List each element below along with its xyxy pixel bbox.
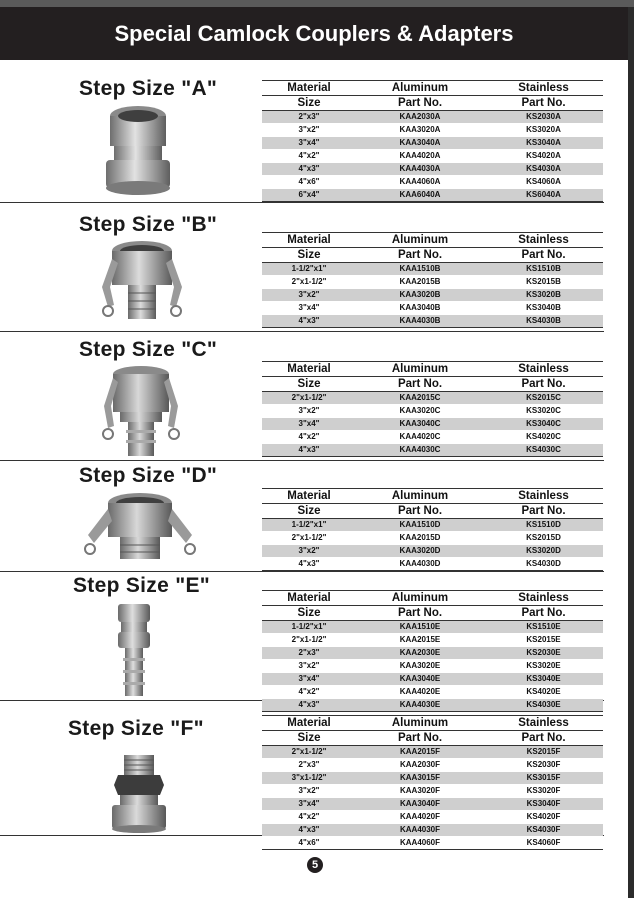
- cell-aluminum: KAA6040A: [356, 189, 484, 202]
- header-part-no: Part No.: [356, 731, 484, 746]
- cell-size: 4"x3": [262, 444, 356, 457]
- page-title: Special Camlock Couplers & Adapters: [0, 7, 628, 60]
- cell-aluminum: KAA4020A: [356, 150, 484, 163]
- cell-size: 3"x2": [262, 545, 356, 558]
- header-part-no: Part No.: [484, 248, 603, 263]
- right-edge-bar: [628, 7, 634, 898]
- header-size: Size: [262, 96, 356, 111]
- cell-stainless: KS2015B: [484, 276, 603, 289]
- header-part-no: Part No.: [356, 248, 484, 263]
- cell-stainless: KS1510B: [484, 263, 603, 276]
- parts-table-d: [262, 488, 603, 571]
- cell-stainless: KS4060F: [484, 837, 603, 850]
- table-row: [262, 759, 603, 772]
- cell-stainless: KS3020E: [484, 660, 603, 673]
- table-row: [262, 176, 603, 189]
- cell-size: 4"x2": [262, 431, 356, 444]
- cell-size: 6"x4": [262, 189, 356, 202]
- cell-aluminum: KAA2015E: [356, 634, 484, 647]
- cell-stainless: KS3040E: [484, 673, 603, 686]
- table-row: [262, 392, 603, 405]
- top-strip: [0, 0, 634, 7]
- cell-size: 3"x1-1/2": [262, 772, 356, 785]
- header-part-no: Part No.: [484, 96, 603, 111]
- table-row: [262, 111, 603, 124]
- section-step-d: [0, 461, 604, 572]
- cell-stainless: KS2015C: [484, 392, 603, 405]
- cell-aluminum: KAA4020F: [356, 811, 484, 824]
- header-part-no: Part No.: [356, 606, 484, 621]
- cell-size: 4"x2": [262, 811, 356, 824]
- cell-stainless: KS2030A: [484, 111, 603, 124]
- cell-aluminum: KAA3040A: [356, 137, 484, 150]
- table-row: [262, 621, 603, 634]
- cell-aluminum: KAA4030F: [356, 824, 484, 837]
- cell-stainless: KS3020B: [484, 289, 603, 302]
- header-aluminum: Aluminum: [356, 716, 484, 731]
- table-row: [262, 545, 603, 558]
- header-aluminum: Aluminum: [356, 489, 484, 504]
- cell-stainless: KS2015F: [484, 746, 603, 759]
- cell-stainless: KS3020F: [484, 785, 603, 798]
- cell-stainless: KS3040F: [484, 798, 603, 811]
- table-row: [262, 798, 603, 811]
- header-size: Size: [262, 248, 356, 263]
- header-aluminum: Aluminum: [356, 81, 484, 96]
- cell-aluminum: KAA2030A: [356, 111, 484, 124]
- cell-stainless: KS4030F: [484, 824, 603, 837]
- table-row: [262, 405, 603, 418]
- section-step-e: [0, 572, 604, 709]
- cell-stainless: KS6040A: [484, 189, 603, 202]
- cell-stainless: KS4020A: [484, 150, 603, 163]
- header-size: Size: [262, 731, 356, 746]
- table-row: [262, 150, 603, 163]
- header-part-no: Part No.: [484, 606, 603, 621]
- header-part-no: Part No.: [356, 96, 484, 111]
- cell-stainless: KS3015F: [484, 772, 603, 785]
- cell-stainless: KS4020E: [484, 686, 603, 699]
- cell-aluminum: KAA4030B: [356, 315, 484, 328]
- header-material: Material: [262, 233, 356, 248]
- parts-table-a: [262, 80, 603, 202]
- cell-size: 4"x3": [262, 163, 356, 176]
- table-row: [262, 276, 603, 289]
- cell-aluminum: KAA4030E: [356, 699, 484, 712]
- table-row: [262, 263, 603, 276]
- step-title: Step Size "B": [79, 213, 218, 236]
- cell-stainless: KS2030F: [484, 759, 603, 772]
- cell-size: 4"x6": [262, 176, 356, 189]
- table-row: [262, 519, 603, 532]
- cell-size: 4"x3": [262, 824, 356, 837]
- cell-size: 1-1/2"x1": [262, 519, 356, 532]
- cell-aluminum: KAA1510E: [356, 621, 484, 634]
- header-material: Material: [262, 362, 356, 377]
- cell-aluminum: KAA3020C: [356, 405, 484, 418]
- header-aluminum: Aluminum: [356, 591, 484, 606]
- cell-stainless: KS2015D: [484, 532, 603, 545]
- table-row: [262, 837, 603, 850]
- header-part-no: Part No.: [484, 504, 603, 519]
- section-step-a: [0, 60, 604, 203]
- header-aluminum: Aluminum: [356, 233, 484, 248]
- cell-stainless: KS4030E: [484, 699, 603, 712]
- header-stainless: Stainless: [484, 233, 603, 248]
- cell-size: 4"x3": [262, 699, 356, 712]
- cell-size: 4"x6": [262, 837, 356, 850]
- header-stainless: Stainless: [484, 591, 603, 606]
- cell-size: 3"x2": [262, 405, 356, 418]
- cell-size: 1-1/2"x1": [262, 263, 356, 276]
- header-material: Material: [262, 489, 356, 504]
- coupler-photo-f-icon: [104, 753, 174, 833]
- cell-aluminum: KAA3020F: [356, 785, 484, 798]
- cell-stainless: KS4020F: [484, 811, 603, 824]
- parts-table-f: [262, 715, 603, 850]
- table-row: [262, 137, 603, 150]
- step-title: Step Size "D": [79, 464, 218, 487]
- section-step-f: [0, 701, 604, 847]
- table-row: [262, 824, 603, 837]
- cell-aluminum: KAA2015B: [356, 276, 484, 289]
- cell-size: 3"x4": [262, 302, 356, 315]
- header-stainless: Stainless: [484, 81, 603, 96]
- cell-stainless: KS3040C: [484, 418, 603, 431]
- cell-size: 2"x3": [262, 111, 356, 124]
- header-size: Size: [262, 606, 356, 621]
- table-row: [262, 647, 603, 660]
- cell-aluminum: KAA3020D: [356, 545, 484, 558]
- table-row: [262, 634, 603, 647]
- cell-aluminum: KAA2030F: [356, 759, 484, 772]
- cell-stainless: KS3020D: [484, 545, 603, 558]
- table-row: [262, 785, 603, 798]
- header-part-no: Part No.: [484, 377, 603, 392]
- cell-size: 1-1/2"x1": [262, 621, 356, 634]
- cell-size: 3"x2": [262, 785, 356, 798]
- cell-aluminum: KAA2030E: [356, 647, 484, 660]
- table-row: [262, 124, 603, 137]
- cell-aluminum: KAA3040C: [356, 418, 484, 431]
- cell-size: 2"x1-1/2": [262, 392, 356, 405]
- table-row: [262, 558, 603, 571]
- cell-stainless: KS3020A: [484, 124, 603, 137]
- cell-aluminum: KAA1510D: [356, 519, 484, 532]
- cell-aluminum: KAA3020E: [356, 660, 484, 673]
- cell-size: 2"x3": [262, 759, 356, 772]
- coupler-photo-c-icon: [98, 364, 184, 458]
- header-part-no: Part No.: [484, 731, 603, 746]
- header-stainless: Stainless: [484, 362, 603, 377]
- header-part-no: Part No.: [356, 504, 484, 519]
- table-row: [262, 532, 603, 545]
- cell-aluminum: KAA3020A: [356, 124, 484, 137]
- step-title: Step Size "F": [68, 717, 204, 740]
- cell-size: 2"x1-1/2": [262, 634, 356, 647]
- cell-aluminum: KAA3040E: [356, 673, 484, 686]
- cell-stainless: KS2030E: [484, 647, 603, 660]
- section-step-c: [0, 332, 604, 461]
- step-title: Step Size "C": [79, 338, 218, 361]
- table-row: [262, 660, 603, 673]
- table-row: [262, 686, 603, 699]
- header-material: Material: [262, 81, 356, 96]
- cell-stainless: KS1510E: [484, 621, 603, 634]
- header-stainless: Stainless: [484, 489, 603, 504]
- cell-aluminum: KAA2015D: [356, 532, 484, 545]
- table-row: [262, 811, 603, 824]
- cell-size: 3"x2": [262, 124, 356, 137]
- cell-aluminum: KAA4060A: [356, 176, 484, 189]
- cell-stainless: KS4030D: [484, 558, 603, 571]
- cell-stainless: KS2015E: [484, 634, 603, 647]
- cell-aluminum: KAA3040B: [356, 302, 484, 315]
- header-material: Material: [262, 591, 356, 606]
- table-row: [262, 289, 603, 302]
- cell-stainless: KS4020C: [484, 431, 603, 444]
- cell-size: 2"x3": [262, 647, 356, 660]
- coupler-photo-d-icon: [80, 491, 200, 566]
- cell-aluminum: KAA2015F: [356, 746, 484, 759]
- cell-size: 4"x3": [262, 558, 356, 571]
- cell-stainless: KS3040A: [484, 137, 603, 150]
- cell-size: 4"x3": [262, 315, 356, 328]
- step-title: Step Size "E": [73, 574, 211, 597]
- header-material: Material: [262, 716, 356, 731]
- cell-size: 3"x2": [262, 660, 356, 673]
- cell-size: 3"x4": [262, 418, 356, 431]
- cell-stainless: KS3040B: [484, 302, 603, 315]
- table-row: [262, 302, 603, 315]
- table-row: [262, 673, 603, 686]
- cell-size: 4"x2": [262, 150, 356, 163]
- coupler-photo-b-icon: [96, 239, 188, 329]
- cell-aluminum: KAA4030C: [356, 444, 484, 457]
- coupler-photo-a-icon: [98, 102, 178, 197]
- cell-size: 2"x1-1/2": [262, 276, 356, 289]
- table-row: [262, 431, 603, 444]
- cell-aluminum: KAA3040F: [356, 798, 484, 811]
- cell-size: 4"x2": [262, 686, 356, 699]
- cell-aluminum: KAA4030D: [356, 558, 484, 571]
- cell-stainless: KS1510D: [484, 519, 603, 532]
- cell-aluminum: KAA2015C: [356, 392, 484, 405]
- cell-aluminum: KAA4030A: [356, 163, 484, 176]
- cell-stainless: KS4030A: [484, 163, 603, 176]
- cell-stainless: KS4030B: [484, 315, 603, 328]
- cell-aluminum: KAA4020C: [356, 431, 484, 444]
- header-size: Size: [262, 377, 356, 392]
- section-step-b: [0, 203, 604, 332]
- cell-aluminum: KAA3015F: [356, 772, 484, 785]
- parts-table-c: [262, 361, 603, 457]
- cell-aluminum: KAA4020E: [356, 686, 484, 699]
- cell-aluminum: KAA3020B: [356, 289, 484, 302]
- step-title: Step Size "A": [79, 77, 218, 100]
- cell-size: 3"x4": [262, 798, 356, 811]
- cell-size: 2"x1-1/2": [262, 532, 356, 545]
- page-number: 5: [307, 857, 323, 873]
- cell-size: 3"x4": [262, 673, 356, 686]
- header-aluminum: Aluminum: [356, 362, 484, 377]
- cell-size: 3"x4": [262, 137, 356, 150]
- table-row: [262, 163, 603, 176]
- table-row: [262, 315, 603, 328]
- cell-stainless: KS3020C: [484, 405, 603, 418]
- table-row: [262, 772, 603, 785]
- header-size: Size: [262, 504, 356, 519]
- table-row: [262, 189, 603, 202]
- parts-table-e: [262, 590, 603, 712]
- header-stainless: Stainless: [484, 716, 603, 731]
- cell-aluminum: KAA1510B: [356, 263, 484, 276]
- table-row: [262, 746, 603, 759]
- header-part-no: Part No.: [356, 377, 484, 392]
- cell-stainless: KS4030C: [484, 444, 603, 457]
- coupler-photo-e-icon: [114, 602, 154, 698]
- table-row: [262, 418, 603, 431]
- cell-size: 3"x2": [262, 289, 356, 302]
- cell-stainless: KS4060A: [484, 176, 603, 189]
- cell-aluminum: KAA4060F: [356, 837, 484, 850]
- cell-size: 2"x1-1/2": [262, 746, 356, 759]
- table-row: [262, 444, 603, 457]
- parts-table-b: [262, 232, 603, 328]
